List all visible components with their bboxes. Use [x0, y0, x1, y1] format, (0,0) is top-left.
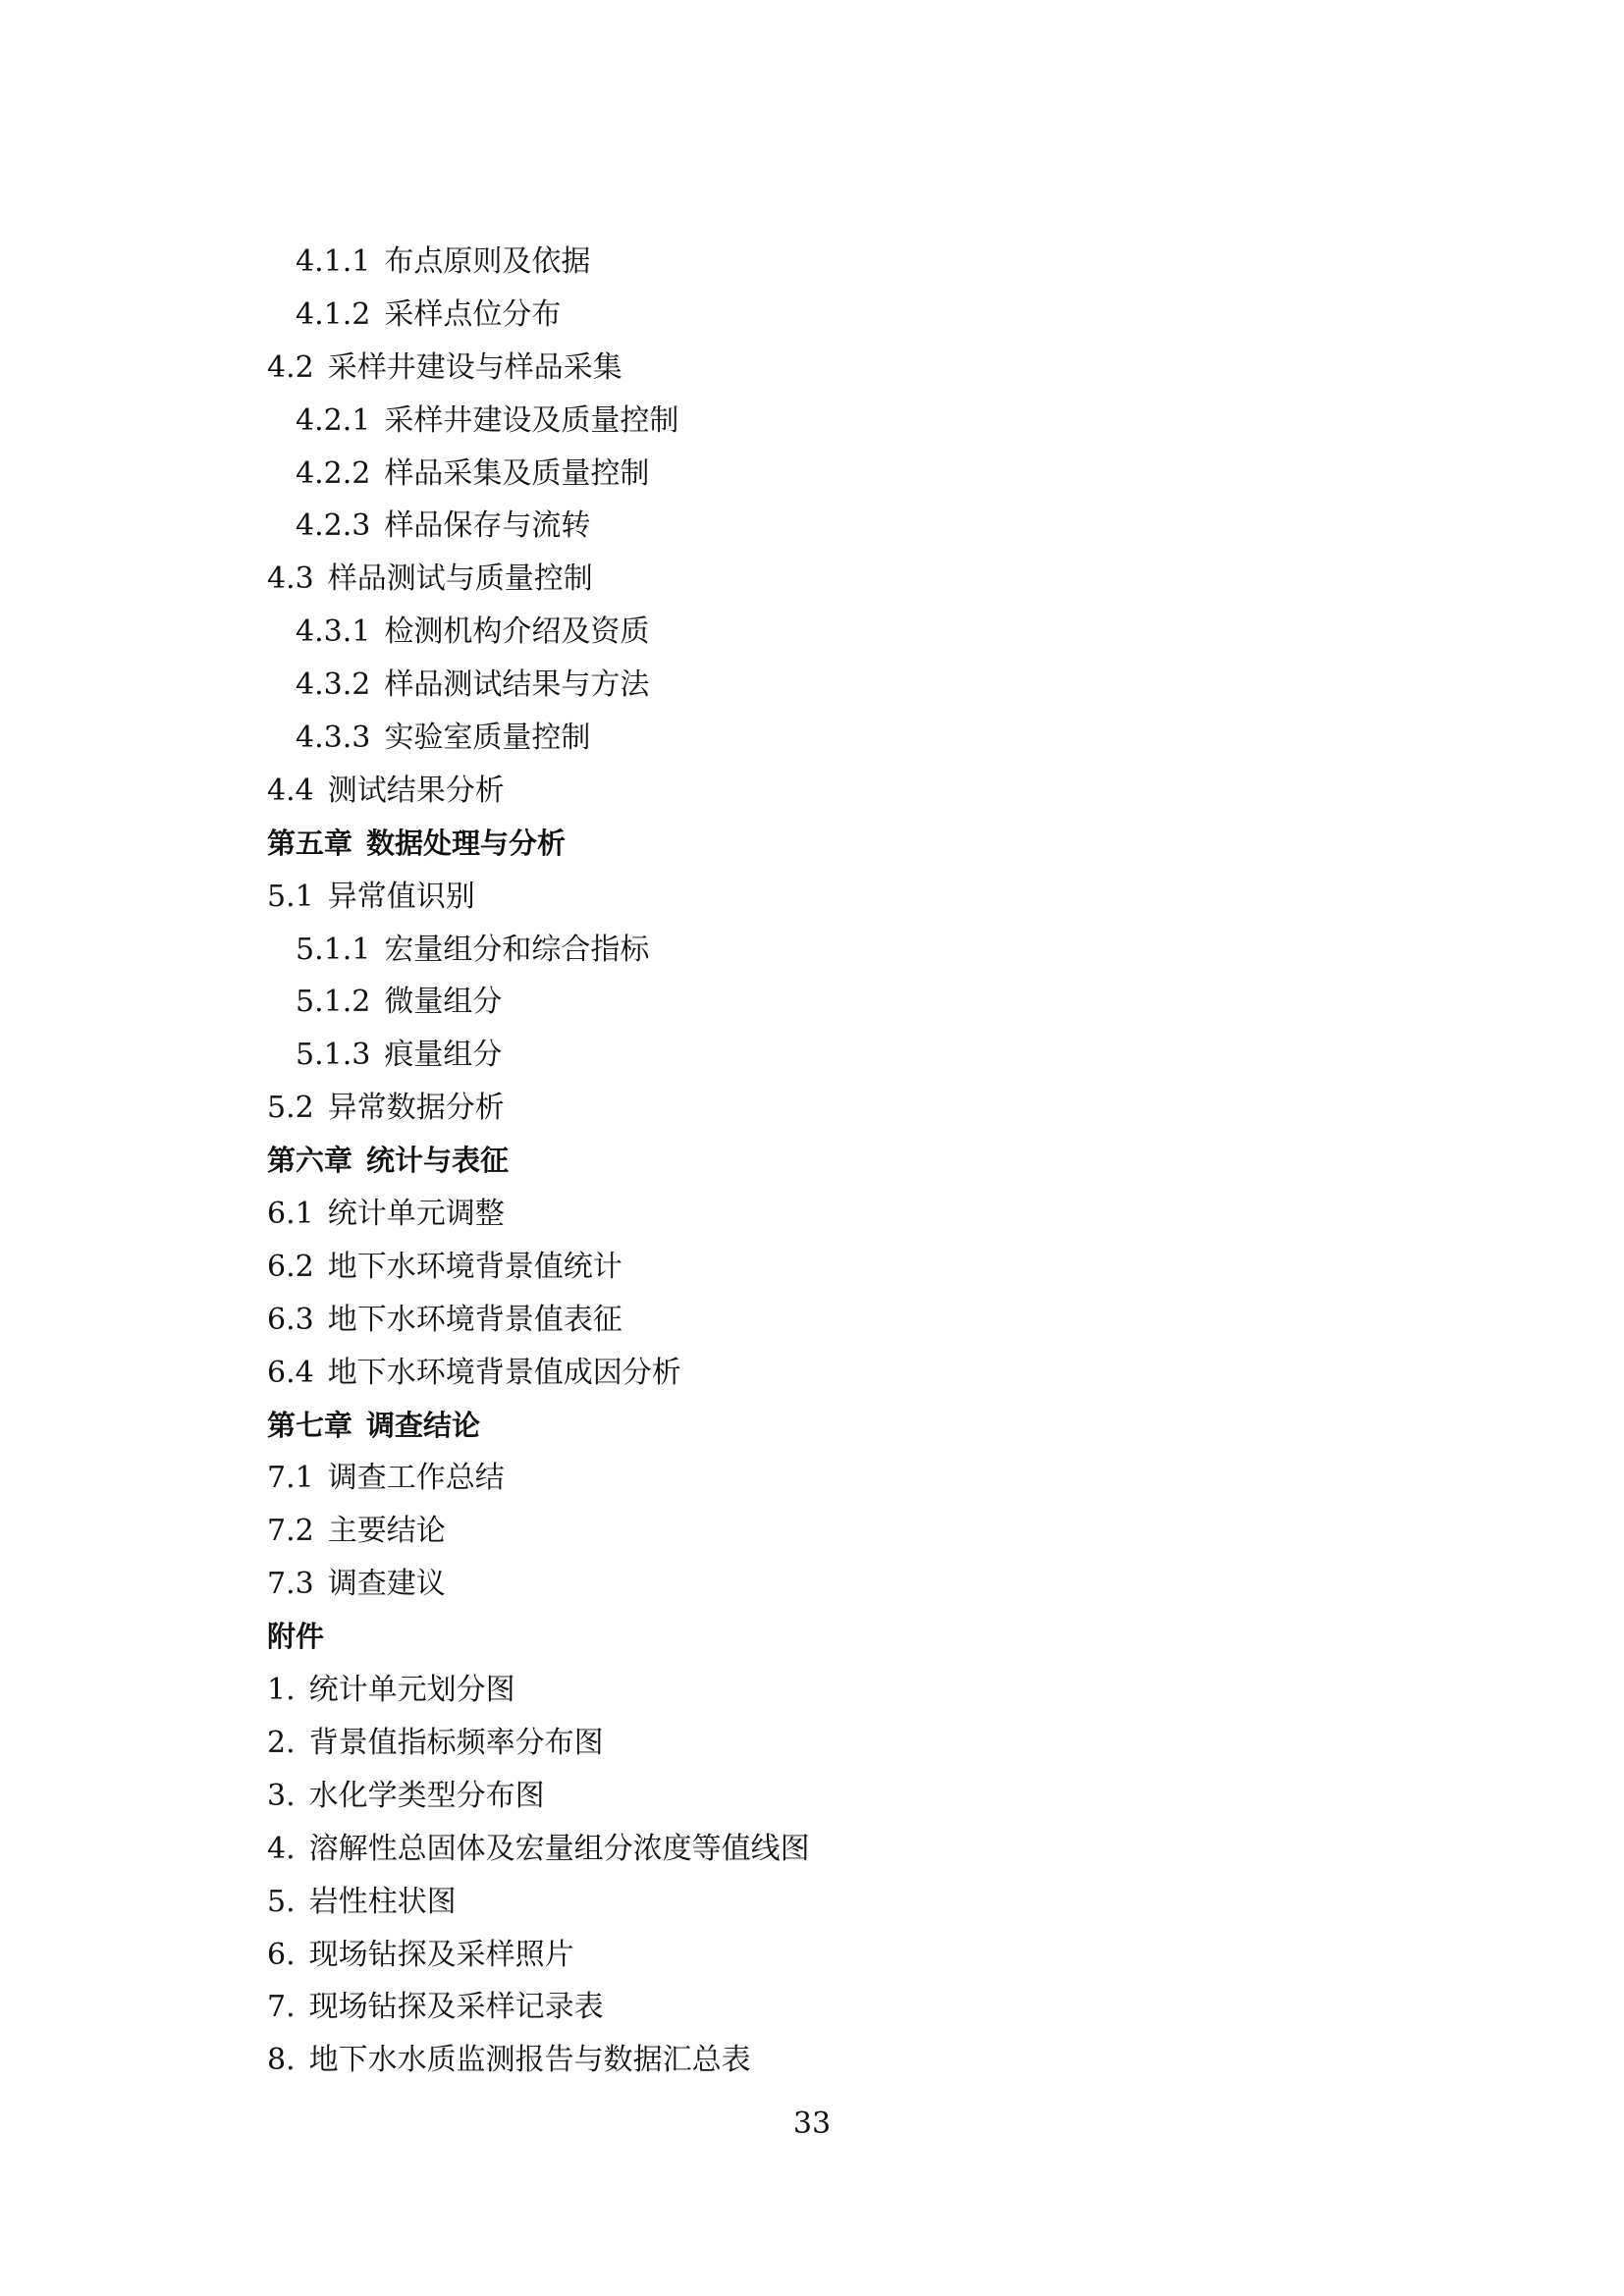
toc-entry-title: 背景值指标频率分布图 [308, 1725, 604, 1760]
toc-entry [267, 395, 1367, 448]
toc-entry-number: 4.3.2 [296, 667, 371, 703]
toc-entry-title: 岩性柱状图 [308, 1884, 457, 1919]
toc-entry [267, 1082, 1367, 1135]
toc-entry-title: 调查结论 [366, 1408, 481, 1442]
toc-entry-title: 样品测试结果与方法 [384, 667, 650, 703]
toc-entry-title: 布点原则及依据 [384, 244, 591, 279]
toc-entry-title: 采样井建设及质量控制 [384, 402, 679, 438]
toc-entry-title: 采样点位分布 [384, 296, 562, 332]
table-of-contents [267, 236, 1367, 2087]
toc-entry-number: 4. [267, 1831, 296, 1866]
toc-entry-title: 微量组分 [384, 985, 503, 1020]
toc-entry [267, 1664, 1367, 1717]
toc-entry [267, 1717, 1367, 1770]
toc-entry-number: 3. [267, 1778, 296, 1813]
toc-entry-title: 调查建议 [327, 1567, 446, 1602]
toc-entry-number: 4.3.1 [296, 614, 371, 650]
toc-entry-number: 4.3.3 [296, 721, 371, 756]
toc-entry-title: 实验室质量控制 [384, 721, 591, 756]
toc-entry-number: 5.1.2 [296, 985, 371, 1020]
toc-entry [267, 1452, 1367, 1505]
toc-entry-number: 7.1 [267, 1461, 314, 1496]
toc-entry-title: 统计单元调整 [327, 1197, 505, 1232]
toc-entry-title: 检测机构介绍及资质 [384, 614, 650, 650]
toc-entry-title: 地下水环境背景值表征 [327, 1302, 623, 1337]
toc-entry [267, 1029, 1367, 1082]
toc-entry-title: 异常数据分析 [327, 1091, 505, 1126]
toc-entry [267, 765, 1367, 818]
toc-entry-title: 样品测试与质量控制 [327, 561, 593, 597]
toc-entry-number: 6. [267, 1937, 296, 1972]
toc-entry-number: 7.3 [267, 1567, 314, 1602]
toc-entry-number: 4.2.2 [296, 455, 371, 491]
toc-entry-title: 测试结果分析 [327, 773, 505, 808]
toc-entry-title: 地下水水质监测报告与数据汇总表 [308, 2043, 751, 2078]
toc-entry-number: 5.2 [267, 1091, 314, 1126]
toc-entry [267, 1505, 1367, 1558]
toc-entry [267, 976, 1367, 1029]
toc-entry-number: 第六章 [267, 1144, 353, 1178]
toc-entry-number: 7.2 [267, 1514, 314, 1549]
toc-entry-title: 采样井建设与样品采集 [327, 349, 623, 385]
toc-entry-title: 现场钻探及采样记录表 [308, 1990, 604, 2025]
toc-entry-number: 2. [267, 1725, 296, 1760]
toc-entry-number: 5.1.3 [296, 1038, 371, 1073]
toc-entry-number: 5.1 [267, 879, 314, 914]
toc-entry [267, 1876, 1367, 1929]
toc-entry-number: 4.2 [267, 349, 314, 385]
toc-entry-title: 痕量组分 [384, 1038, 503, 1073]
toc-entry [267, 924, 1367, 977]
toc-entry-title: 样品保存与流转 [384, 508, 591, 544]
toc-entry [267, 818, 1367, 871]
toc-entry [267, 1770, 1367, 1823]
toc-entry-number: 6.3 [267, 1302, 314, 1337]
toc-entry-number: 4.3 [267, 561, 314, 597]
toc-entry-number: 4.2.3 [296, 508, 371, 544]
toc-entry-number: 6.2 [267, 1249, 314, 1284]
toc-entry-title: 地下水环境背景值成因分析 [327, 1355, 681, 1390]
toc-entry [267, 1981, 1367, 2034]
toc-entry [267, 1347, 1367, 1400]
toc-entry-number: 5. [267, 1884, 296, 1919]
toc-entry-number: 7. [267, 1990, 296, 2025]
toc-entry-number: 6.4 [267, 1355, 314, 1390]
toc-entry [267, 1135, 1367, 1188]
toc-entry-number: 4.4 [267, 773, 314, 808]
toc-entry [267, 1823, 1367, 1876]
toc-entry [267, 236, 1367, 289]
toc-entry [267, 1400, 1367, 1453]
toc-entry [267, 606, 1367, 659]
toc-entry [267, 448, 1367, 501]
toc-entry-title: 溶解性总固体及宏量组分浓度等值线图 [308, 1831, 810, 1866]
toc-entry [267, 1929, 1367, 1982]
toc-entry [267, 2034, 1367, 2087]
toc-entry [267, 1558, 1367, 1611]
toc-entry-title: 异常值识别 [327, 879, 475, 914]
toc-entry-number: 4.2.1 [296, 402, 371, 438]
toc-entry-title: 水化学类型分布图 [308, 1778, 545, 1813]
toc-entry [267, 712, 1367, 765]
toc-entry-number: 5.1.1 [296, 932, 371, 967]
toc-entry-title: 数据处理与分析 [366, 826, 567, 860]
toc-entry [267, 659, 1367, 712]
toc-entry [267, 871, 1367, 924]
toc-entry-title: 现场钻探及采样照片 [308, 1937, 574, 1972]
toc-entry-number: 8. [267, 2043, 296, 2078]
toc-entry-title: 统计与表征 [366, 1144, 510, 1178]
toc-entry [267, 1241, 1367, 1294]
toc-entry [267, 1611, 1367, 1664]
toc-entry-number: 第五章 [267, 826, 353, 860]
toc-entry [267, 342, 1367, 395]
page-number: 33 [792, 2107, 832, 2141]
toc-entry-number: 第七章 [267, 1408, 353, 1442]
toc-entry [267, 553, 1367, 606]
toc-entry [267, 1188, 1367, 1241]
toc-entry-title: 地下水环境背景值统计 [327, 1249, 623, 1284]
toc-entry-title: 统计单元划分图 [308, 1673, 515, 1708]
toc-entry [267, 289, 1367, 342]
toc-entry-title: 主要结论 [327, 1514, 446, 1549]
toc-entry-title: 调查工作总结 [327, 1461, 505, 1496]
toc-entry [267, 1294, 1367, 1347]
toc-entry-number: 4.1.1 [296, 244, 371, 279]
toc-entry-title: 样品采集及质量控制 [384, 455, 650, 491]
toc-entry-number: 4.1.2 [296, 296, 371, 332]
toc-entry-number: 1. [267, 1673, 296, 1708]
toc-entry-title: 附件 [267, 1620, 325, 1654]
toc-entry [267, 500, 1367, 553]
toc-entry-number: 6.1 [267, 1197, 314, 1232]
toc-entry-title: 宏量组分和综合指标 [384, 932, 650, 967]
